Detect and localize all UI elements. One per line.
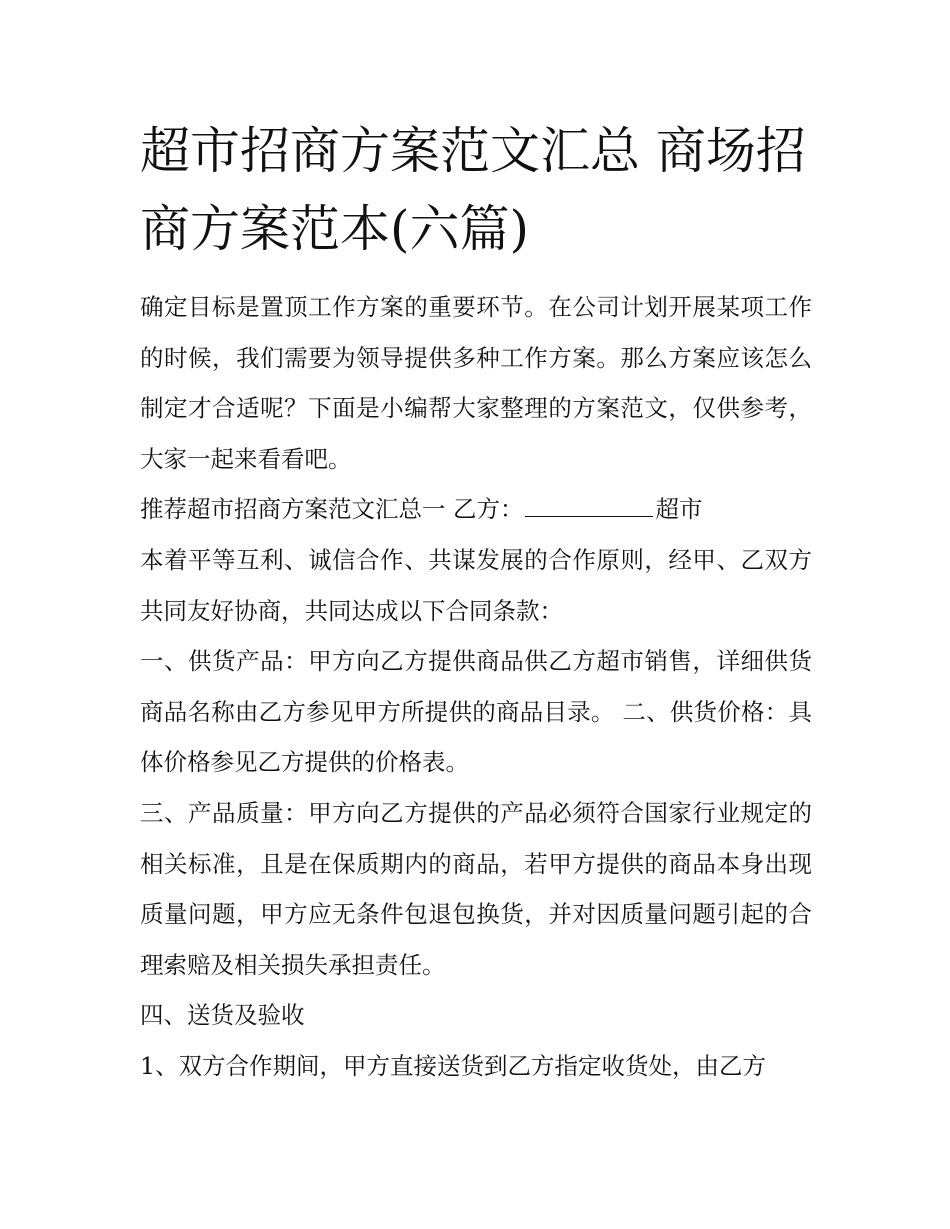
intro-paragraph: 确定目标是置顶工作方案的重要环节。在公司计划开展某项工作的时候，我们需要为领导提供多种工作方案。那么方案应该怎么制定才合适呢？下面是小编帮大家整理的方案范文，仅供参考，大家一起来看看吧。 xyxy=(140,293,812,473)
paragraph-delivery-heading: 四、送货及验收 xyxy=(140,1001,305,1030)
paragraph-principles: 本着平等互利、诚信合作、共谋发展的合作原则，经甲、乙双方共同友好协商，共同达成以下合同条款： xyxy=(140,545,812,625)
section-heading xyxy=(140,484,812,535)
document-body xyxy=(140,282,812,1092)
paragraph-quality: 三、产品质量：甲方向乙方提供的产品必须符合国家行业规定的相关标准，且是在保质期内的商品，若甲方提供的商品本身出现质量问题，甲方应无条件包退包换货，并对因质量问题引起的合理索赔及相关损失承担责任。 xyxy=(140,798,812,979)
paragraph-products-pricing: 一、供货产品：甲方向乙方提供商品供乙方超市销售，详细供货商品名称由乙方参见甲方所提供的商品目录。 二、供货价格：具体价格参见乙方提供的价格表。 xyxy=(140,647,812,777)
fill-in-blank xyxy=(525,494,653,517)
paragraph-delivery-1: 1、双方合作期间，甲方直接送货到乙方指定收货处，由乙方 xyxy=(140,1051,766,1080)
section-heading-suffix: 超市 xyxy=(655,495,703,524)
page-title: 超市招商方案范文汇总 商场招商方案范本(六篇) xyxy=(140,122,806,258)
section-heading-prefix: 推荐超市招商方案范文汇总一 乙方： xyxy=(140,495,524,524)
